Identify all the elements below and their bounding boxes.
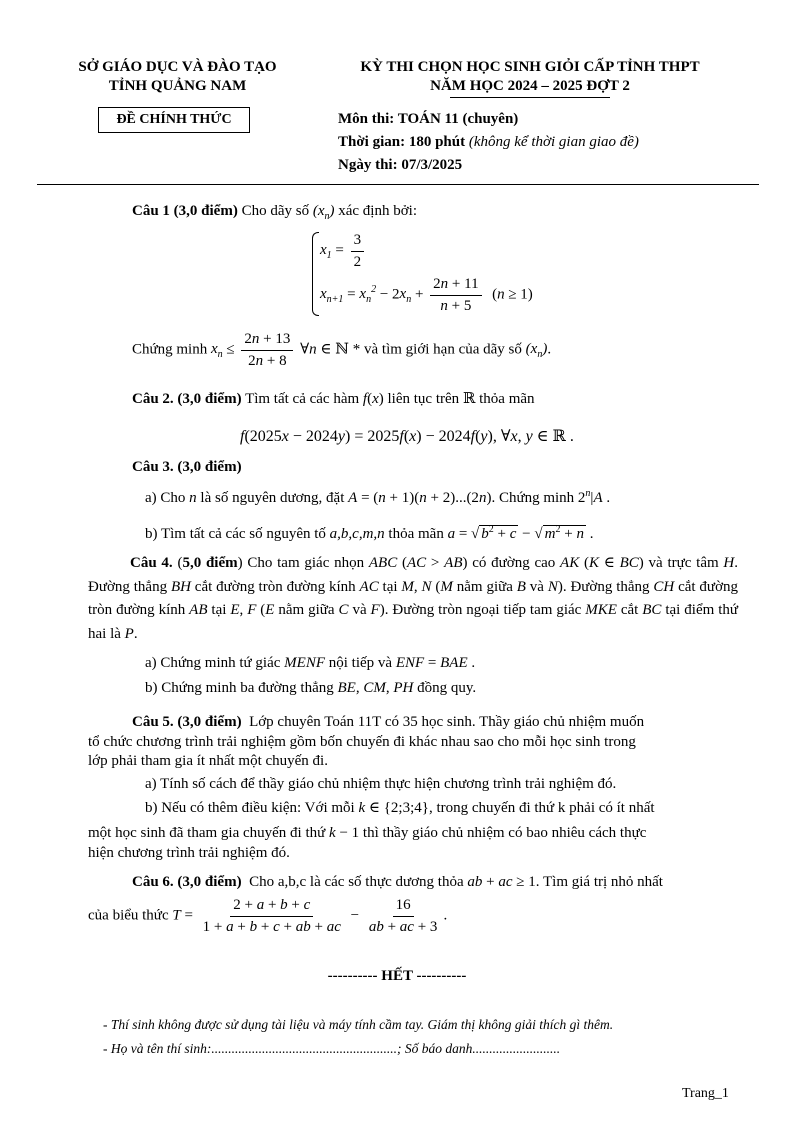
q5-part-b1: b) Nếu có thêm điều kiện: Với mỗi k ∈ {2;3;4}, trong chuyến đi thứ k phải có ít nhất [145, 800, 655, 816]
exam-title-line1: KỲ THI CHỌN HỌC SINH GIỎI CẤP TỈNH THPT [360, 59, 700, 75]
note-2: - Họ và tên thí sinh:.......................................................; Số báo danh.......................... [103, 1041, 561, 1056]
q3-a-end: . Chứng minh [491, 490, 575, 506]
q4-points: 5,0 điểm [182, 555, 238, 571]
q4-statement: Câu 4. (5,0 điểm) Cho tam giác nhọn ABC (AC > AB) có đường cao AK (K ∈ BC) và trực tâm H. Đường thẳng BH cắt đường tròn đường kính AC tại M, N (M nằm giữa B và N). Đường thẳng CH cắt đường tròn đường kính AB tại E, F (E nằm giữa C và F). Đường tròn ngoại tiếp tam giác MKE cắt BC tại điểm thứ hai là P. [88, 555, 739, 642]
q2-equation: f(2025x − 2024y) = 2025f(x) − 2024f(y), ∀x, y ∈ ℝ . [240, 428, 574, 445]
time-row [338, 131, 639, 154]
q4-a-text: a) Chứng minh tứ giác [145, 655, 281, 671]
exam-date: Ngày thi: 07/3/2025 [338, 157, 463, 173]
q2-text-end: thỏa mãn [479, 391, 535, 407]
exam-title-line2: NĂM HỌC 2024 – 2025 ĐỢT 2 [430, 78, 630, 94]
q6-expr-label: của biểu thức [88, 907, 169, 924]
q6-text: Cho a,b,c là các số thực dương thỏa [249, 874, 464, 890]
q5-b2-end: thì thầy giáo chủ nhiệm có bao nhiêu cách thực [362, 825, 647, 841]
department-name [50, 58, 305, 96]
end-mark: ---------- HẾT ---------- [327, 968, 467, 984]
q3-title: Câu 3. (3,0 điểm) [132, 459, 242, 475]
q3-b-start: b) Tìm tất cả các số nguyên tố [145, 526, 326, 542]
q5-b1-text: b) Nếu có thêm điều kiện: Với mỗi [145, 800, 355, 816]
q1-seq-symbol: $(x_n)$ [312, 203, 335, 222]
subject: Môn thi: TOÁN 11 (chuyên) [338, 111, 519, 127]
q5-part-b2: một học sinh đã tham gia chuyến đi thứ k − 1 thì thầy giáo chủ nhiệm có bao nhiêu cách thực [88, 825, 647, 841]
q6-line1: Câu 6. (3,0 điểm) Cho a,b,c là các số thực dương thỏa ab + ac ≥ 1. Tìm giá trị nhỏ nhất [132, 874, 663, 890]
q5-b2-text: một học sinh đã tham gia chuyến đi thứ [88, 825, 326, 841]
q1-intro-end: xác định bởi: [338, 203, 417, 219]
q5-part-b3: hiện chương trình trải nghiệm đó. [88, 845, 290, 861]
q4-title: Câu 4. [130, 555, 173, 571]
official-label: ĐỀ CHÍNH THỨC [116, 112, 232, 127]
time-note: (không kể thời gian giao đề) [468, 134, 639, 150]
page-number: Trang_1 [682, 1086, 729, 1101]
q3-part-a: a) Cho n là số nguyên dương, đặt A = (n + 1)(n + 2)...(2n). Chứng minh 2$^n$|A . [145, 488, 611, 506]
q4-part-a: a) Chứng minh tứ giác MENF nội tiếp và ENF = BAE . [145, 655, 476, 671]
q5-title: Câu 5. (3,0 điểm) [132, 714, 242, 730]
q1-eq2: $x_{n+1} = x_n^2 - 2x_n$ + $\frac{2n + 11}{n + 5}$ (n ≥ 1) [320, 276, 533, 314]
q1-brace [312, 232, 319, 316]
q6-expression: của biểu thức T = $\frac{2 + a + b + c}{1 + a + b + c + ab + ac}$ − $\frac{16}{ab + ac + 3}$ . [88, 897, 448, 935]
q1-intro-text: Cho dãy số [241, 203, 310, 219]
q1-prove-text: Chứng minh [132, 341, 208, 358]
q4-b-end: đồng quy. [417, 680, 477, 696]
q1-prove: Chứng minh $x_n$ ≤ $\frac{2n + 13}{2n + 8}$ ∀n ∈ ℕ * và tìm giới hạn của dãy số $(x_n)$. [132, 331, 552, 369]
header-divider [37, 184, 759, 185]
q5-text1: Lớp chuyên Toán 11T có 35 học sinh. Thầy giáo chủ nhiệm muốn [249, 714, 645, 730]
q5-line1 [132, 712, 644, 732]
q3-part-b: b) Tìm tất cả các số nguyên tố a,b,c,m,n thỏa mãn a = √ $b^2 + c$ − √ $m^2 + n$ . [145, 524, 594, 542]
q2-text-mid: liên tục trên [387, 391, 460, 407]
q1-title: Câu 1 (3,0 điểm) [132, 203, 238, 219]
q1-intro [132, 200, 417, 228]
q2-statement: Câu 2. (3,0 điểm) Tìm tất cả các hàm f(x) liên tục trên ℝ thỏa mãn [132, 391, 535, 407]
official-badge [98, 107, 250, 133]
exam-title [330, 58, 730, 96]
q6-title: Câu 6. (3,0 điểm) [132, 874, 242, 890]
q1-prove-end: và tìm giới hạn của dãy số [364, 341, 522, 358]
q6-text-end: . Tìm giá trị nhỏ nhất [535, 874, 663, 890]
q5-line2: tổ chức chương trình trải nghiệm gồm bốn chuyến đi khác nhau sao cho mỗi học sinh trong [88, 734, 636, 750]
time-label: Thời gian: 180 phút [338, 134, 466, 150]
q1-eq1: $x_1$ = $\frac{3}{2}$ [320, 232, 367, 270]
exam-info [338, 108, 639, 177]
note-1: - Thí sinh không được sử dụng tài liệu và máy tính cầm tay. Giám thị không giải thích gì thêm. [103, 1017, 614, 1032]
q3-a-mid: là số nguyên dương, đặt [200, 490, 345, 506]
department-line1: SỞ GIÁO DỤC VÀ ĐÀO TẠO [78, 59, 277, 75]
q2-text: Tìm tất cả các hàm [245, 391, 360, 407]
q5-b1-end: , trong chuyến đi thứ k phải có ít nhất [428, 800, 655, 816]
q5-line3: lớp phải tham gia ít nhất một chuyến đi. [88, 753, 328, 769]
q4-b-text: b) Chứng minh ba đường thẳng [145, 680, 334, 696]
q3-a-start: a) Cho [145, 490, 186, 506]
department-line2: TỈNH QUẢNG NAM [108, 78, 247, 94]
q5-part-a: a) Tính số cách để thầy giáo chủ nhiệm thực hiện chương trình trải nghiệm đó. [145, 776, 617, 792]
q4-part-b: b) Chứng minh ba đường thẳng BE, CM, PH đồng quy. [145, 680, 477, 696]
q2-title: Câu 2. (3,0 điểm) [132, 391, 242, 407]
q4-a-mid: nội tiếp và [328, 655, 393, 671]
exam-title-underline [450, 97, 610, 98]
q3-b-mid: thỏa mãn [388, 526, 444, 542]
